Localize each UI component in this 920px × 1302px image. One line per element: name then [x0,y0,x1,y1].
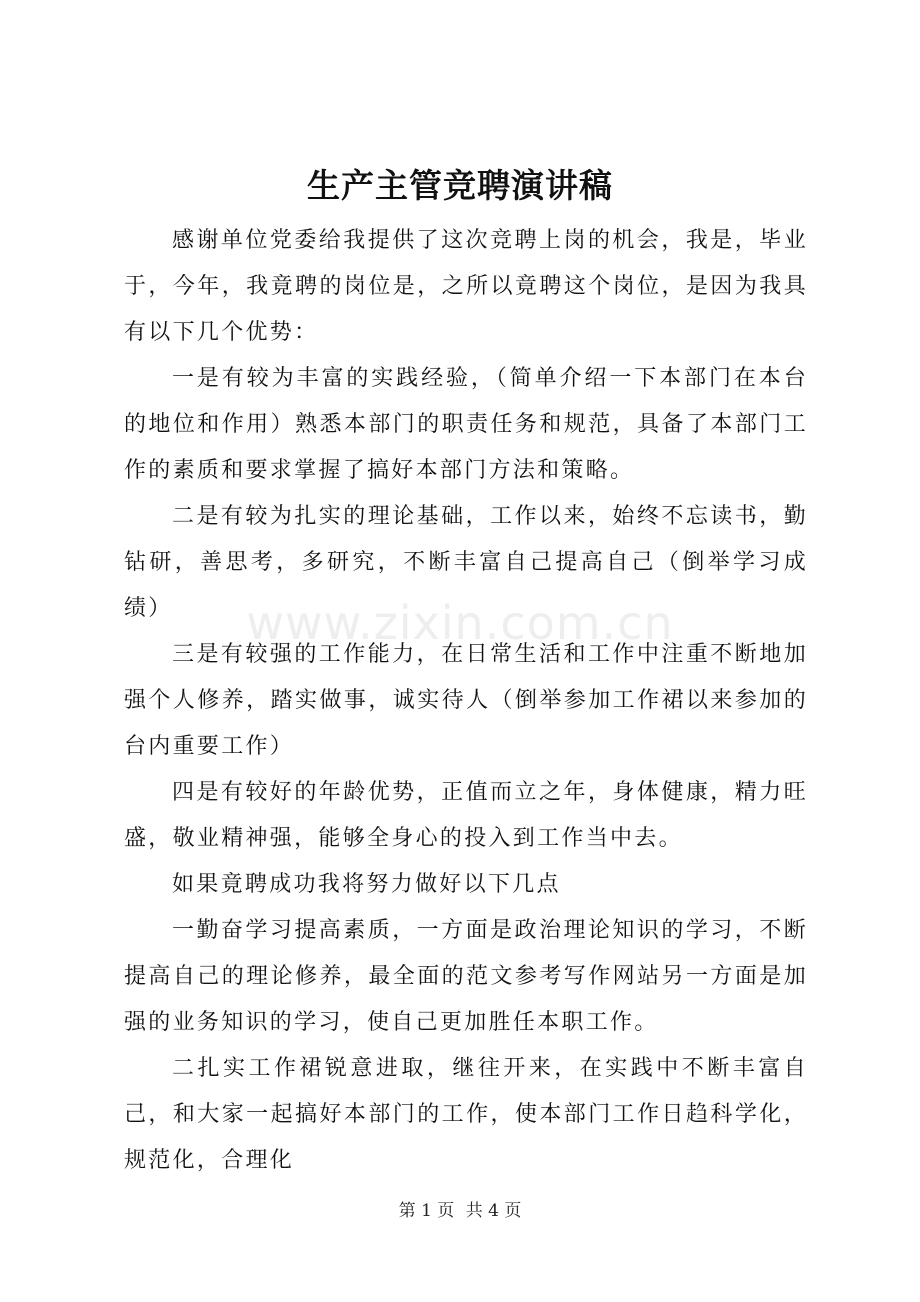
paragraph-advantage-3: 三是有较强的工作能力，在日常生活和工作中注重不断地加强个人修养，踏实做事，诚实待人（倒举参加工作裙以来参加的台内重要工作） [124,642,808,759]
paragraph-advantage-1: 一是有较为丰富的实践经验，（简单介绍一下本部门在本台的地位和作用）熟悉本部门的职责任务和规范，具备了本部门工作的素质和要求掌握了搞好本部门方法和策略。 [124,366,808,483]
paragraph-intro: 感谢单位党委给我提供了这次竞聘上岗的机会，我是，毕业于，今年，我竟聘的岗位是，之所以竟聘这个岗位，是因为我具有以下几个优势： [124,228,808,345]
page-total: 共 4 页 [465,1201,522,1221]
paragraph-advantage-4: 四是有较好的年龄优势，正值而立之年，身体健康，精力旺盛，敬业精神强，能够全身心的投入到工作当中去。 [124,780,808,851]
watermark-text: www.zixin.com.cn [246,596,674,650]
document-body [124,218,808,1184]
paragraph-plan-1: 一勤奋学习提高素质，一方面是政治理论知识的学习，不断提高自己的理论修养，最全面的范文参考写作网站另一方面是加强的业务知识的学习，使自己更加胜任本职工作。 [124,918,808,1035]
document-title: 生产主管竞聘演讲稿 [307,166,613,205]
paragraph-plan-2: 二扎实工作裙锐意进取，继往开来，在实践中不断丰富自己，和大家一起搞好本部门的工作，使本部门工作日趋科学化，规范化，合理化 [124,1056,808,1173]
paragraph-advantage-2: 二是有较为扎实的理论基础，工作以来，始终不忘读书，勤钻研，善思考，多研究，不断丰富自己提高自己（倒举学习成绩） [124,504,808,621]
page-footer [0,1198,920,1224]
paragraph-plan-heading: 如果竟聘成功我将努力做好以下几点 [172,872,561,897]
page-number: 第 1 页 [398,1201,455,1221]
